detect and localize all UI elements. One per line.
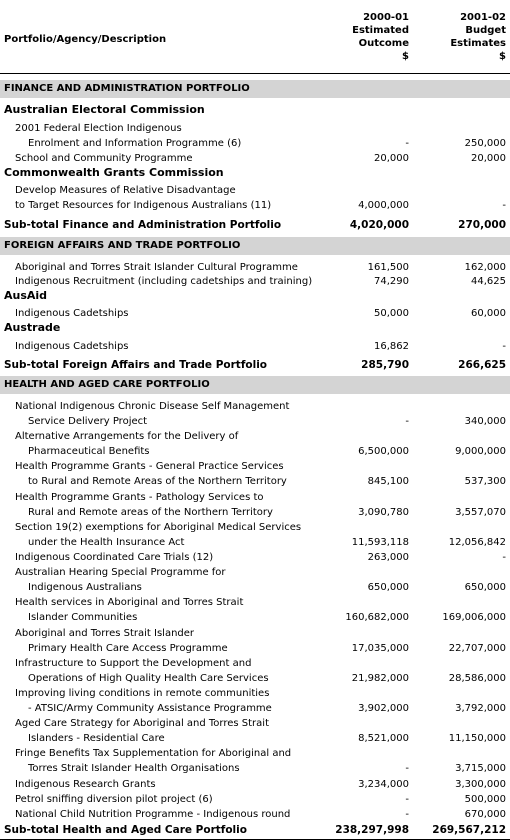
table-row: Australian Hearing Special Programme for Indigenous Australians 650,000 650,000 [15, 567, 506, 594]
table-row: Indigenous Research Grants 3,234,000 3,300,000 [15, 778, 506, 790]
header-col-budget-estimates: 2001-02 Budget Estimates $ [450, 12, 506, 62]
table-row: Indigenous Recruitment (including cadetships and training) 74,290 44,625 [15, 276, 506, 287]
subtotal-row: Sub-total Health and Aged Care Portfolio 238,297,998 269,567,212 [4, 824, 506, 836]
table-header [0, 0, 510, 72]
table-row: Section 19(2) exemptions for Aboriginal Medical Services under the Health Insurance Act 11,593,118 12,056,842 [15, 521, 506, 548]
table-row: Aged Care Strategy for Aboriginal and Torres Strait Islanders - Residential Care 8,521,000 11,150,000 [15, 718, 506, 745]
table-row: School and Community Programme 20,000 20,000 [15, 153, 506, 164]
header-divider [0, 73, 510, 74]
agency-heading: Commonwealth Grants Commission [4, 166, 224, 179]
table-row: National Indigenous Chronic Disease Self Management Service Delivery Project - 340,000 [15, 401, 506, 427]
table-row: Health Programme Grants - Pathology Services to Rural and Remote areas of the Northern Territory 3,090,780 3,557,070 [15, 491, 506, 518]
subtotal-row: Sub-total Foreign Affairs and Trade Portfolio 285,790 266,625 [4, 359, 506, 371]
table-row: Indigenous Cadetships 50,000 60,000 [15, 308, 506, 319]
table-row: National Child Nutrition Programme - Indigenous round - 670,000 [15, 808, 506, 820]
agency-heading: AusAid [4, 289, 48, 302]
table-row: Health services in Aboriginal and Torres Strait Islander Communities 160,682,000 169,006,000 [15, 597, 506, 624]
subtotal-row: Sub-total Finance and Administration Portfolio 4,020,000 270,000 [4, 219, 506, 231]
portfolio-heading: HEALTH AND AGED CARE PORTFOLIO [0, 376, 510, 394]
table-row: 2001 Federal Election Indigenous Enrolment and Information Programme (6) - 250,000 [15, 123, 506, 149]
table-row: Alternative Arrangements for the Delivery of Pharmaceutical Benefits 6,500,000 9,000,000 [15, 431, 506, 458]
table-row: Petrol sniffing diversion pilot project (6) - 500,000 [15, 793, 506, 805]
table-row: Fringe Benefits Tax Supplementation for Aboriginal and Torres Strait Islander Health Organisations - 3,715,000 [15, 748, 506, 775]
table-row: Health Programme Grants - General Practice Services to Rural and Remote Areas of the Northern Territory 845,100 537,300 [15, 461, 506, 488]
agency-heading: Austrade [4, 321, 61, 334]
portfolio-heading: FINANCE AND ADMINISTRATION PORTFOLIO [0, 80, 510, 98]
table-row: Aboriginal and Torres Strait Islander Primary Health Care Access Programme 17,035,000 22,707,000 [15, 627, 506, 654]
table-row: Aboriginal and Torres Strait Islander Cultural Programme 161,500 162,000 [15, 262, 506, 273]
table-row: Indigenous Cadetships 16,862 - [15, 341, 506, 352]
table-row: Develop Measures of Relative Disadvantage to Target Resources for Indigenous Australians (11) 4,000,000 - [15, 185, 506, 211]
table-row: Improving living conditions in remote communities - ATSIC/Army Community Assistance Programme 3,902,000 3,792,000 [15, 687, 506, 714]
table-row: Indigenous Coordinated Care Trials (12) 263,000 - [15, 552, 506, 563]
table-row: Infrastructure to Support the Development and Operations of High Quality Health Care Services 21,982,000 28,586,000 [15, 657, 506, 684]
header-col-estimated-outcome: 2000-01 Estimated Outcome $ [352, 12, 409, 62]
agency-heading: Australian Electoral Commission [4, 103, 205, 116]
header-description-label: Portfolio/Agency/Description [4, 34, 167, 45]
portfolio-heading: FOREIGN AFFAIRS AND TRADE PORTFOLIO [0, 237, 510, 255]
